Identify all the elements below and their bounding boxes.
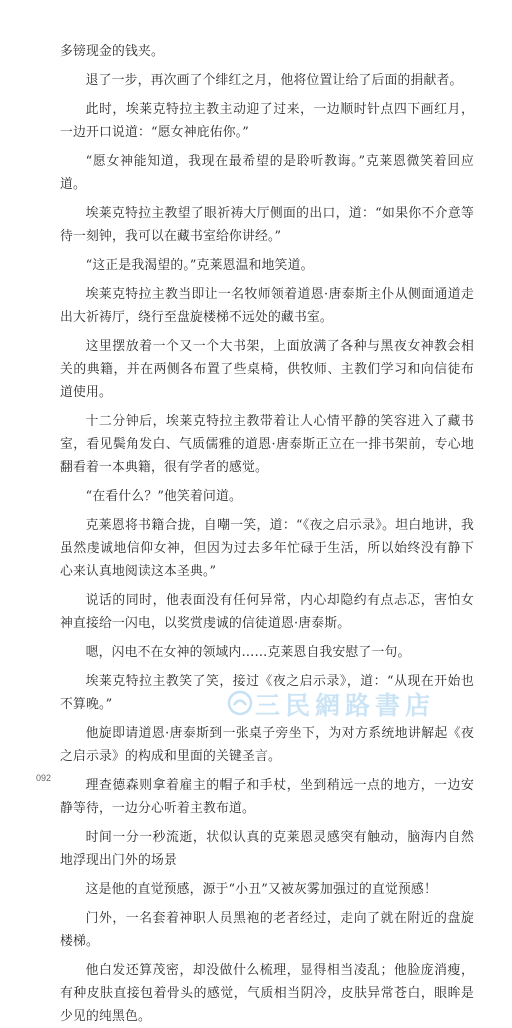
paragraph: 多镑现金的钱夹。 — [60, 44, 164, 59]
paragraph: 埃莱克特拉主教望了眼祈祷大厅侧面的出口，道：“如果你不介意等待一刻钟，我可以在藏书室给你讲经。” — [60, 206, 474, 244]
paragraph: 门外，一名套着神职人员黑袍的老者经过，走向了就在附近的盘旋楼梯。 — [60, 911, 474, 949]
paragraph: 理查德森则拿着雇主的帽子和手杖，坐到稍远一点的地方，一边安静等待，一边分心听着主教布道。 — [60, 778, 474, 816]
watermark-text: 三民網路書店 — [255, 691, 436, 720]
paragraph: “愿女神能知道，我现在最希望的是聆听教诲。”克莱恩微笑着回应道。 — [60, 154, 474, 192]
paragraph: 克莱恩将书籍合拢，自嘲一笑，道：“《夜之启示录》。坦白地讲，我虽然虔诚地信仰女神，但因为过去多年忙碌于生活，所以始终没有静下心来认真地阅读这本圣典。” — [60, 518, 474, 579]
paragraph: 这是他的直觉预感，源于“小丑”又被灰雾加强过的直觉预感！ — [85, 882, 437, 897]
paragraph: 时间一分一秒流逝，状似认真的克莱恩灵感突有触动，脑海内自然地浮现出门外的场景 — [60, 830, 474, 868]
paragraph: 退了一步，再次画了个绯红之月，他将位置让给了后面的捐献者。 — [85, 73, 463, 88]
paragraph: 埃莱克特拉主教笑了笑，接过《夜之启示录》，道：“从现在开始也不算晚。” — [60, 674, 474, 712]
page-number: 092 — [36, 773, 52, 783]
paragraph: “在看什么？”他笑着问道。 — [85, 489, 243, 504]
paragraph: 他旋即请道恩·唐泰斯到一张桌子旁坐下，为对方系统地讲解起《夜之启示录》的构成和里面的关键圣言。 — [60, 726, 474, 764]
paragraph: 嗯，闪电不在女神的领域内……克莱恩自我安慰了一句。 — [85, 645, 411, 660]
paragraph: 埃莱克特拉主教当即让一名牧师领着道恩·唐泰斯主仆从侧面通道走出大祈祷厅，绕行至盘旋楼梯不远处的藏书室。 — [60, 287, 474, 325]
paragraph: 这里摆放着一个又一个大书架，上面放满了各种与黑夜女神教会相关的典籍，并在两侧各布置了些桌椅，供牧师、主教们学习和向信徒布道使用。 — [60, 339, 474, 400]
paragraph: “这正是我渴望的。”克莱恩温和地笑道。 — [85, 258, 314, 273]
paragraph: 他白发还算茂密，却没做什么梳理，显得相当凌乱；他脸庞消瘦，有种皮肤直接包着骨头的感觉，气质相当阴冷，皮肤异常苍白，眼眸是少见的纯黑色。 — [60, 963, 474, 1024]
paragraph: 此时，埃莱克特拉主教主动迎了过来，一边顺时针点四下画红月，一边开口说道：“愿女神庇佑你。” — [60, 102, 474, 140]
paragraph: 说话的同时，他表面没有任何异常，内心却隐约有点忐忑，害怕女神直接给一闪电，以奖赏虔诚的信徒道恩·唐泰斯。 — [60, 593, 474, 631]
paragraph: 十二分钟后，埃莱克特拉主教带着让人心情平静的笑容进入了藏书室，看见鬓角发白、气质儒雅的道恩·唐泰斯正立在一排书架前，专心地翻看着一本典籍，很有学者的感觉。 — [60, 414, 474, 475]
